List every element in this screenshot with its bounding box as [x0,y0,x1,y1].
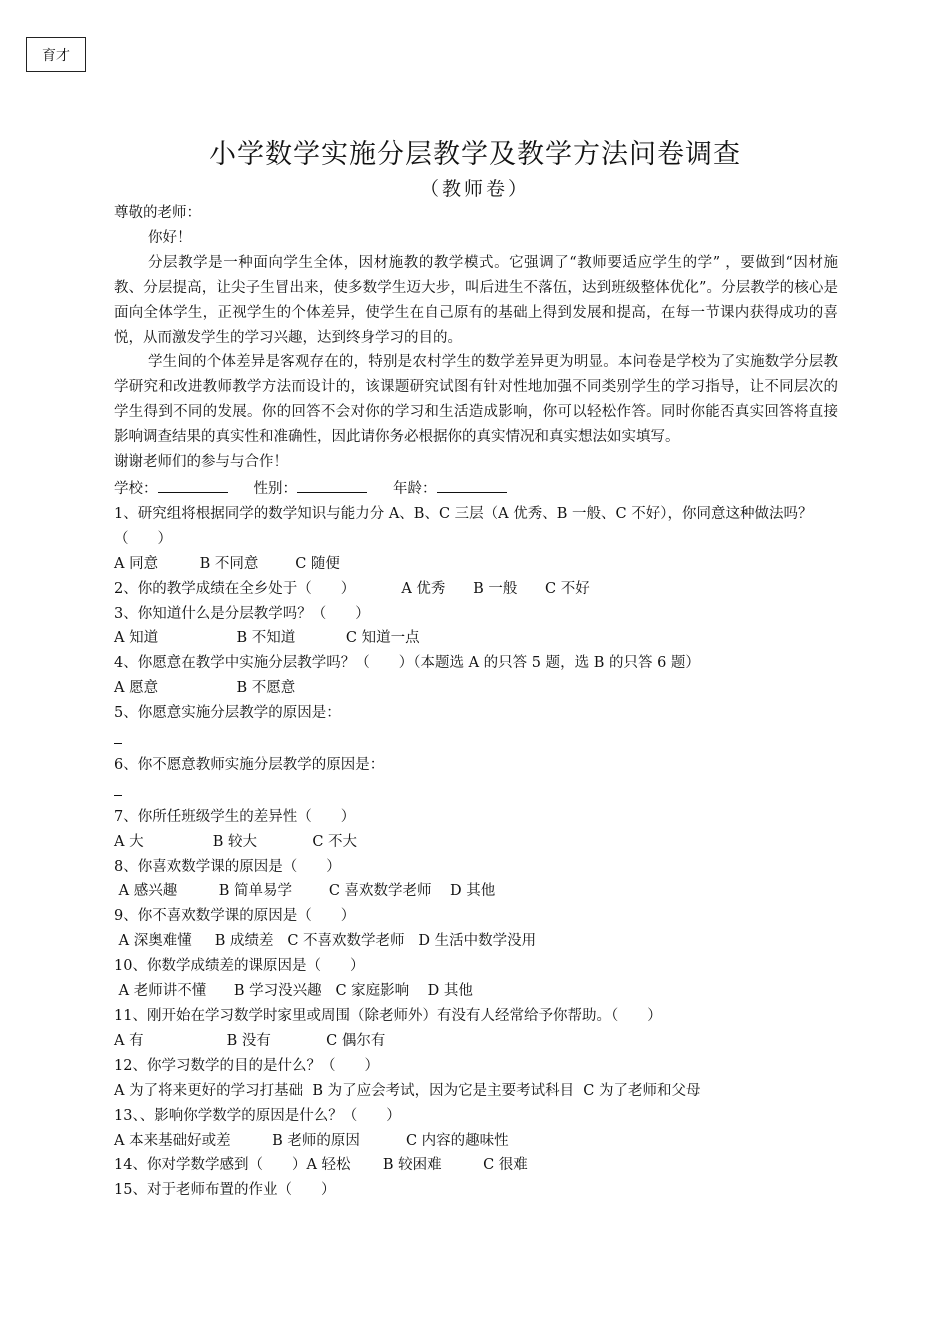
question-14: 14、你对学数学感到（ ） [114,1157,307,1174]
option[interactable]: A 本来基础好或差 [114,1132,231,1149]
school-label: 学校： [114,480,158,497]
question-6: 6、你不愿意教师实施分层教学的原因是： [114,756,385,773]
option[interactable]: A 优秀 [401,580,446,597]
question-10: 10、你数学成绩差的课原因是（ ） [114,958,365,975]
option[interactable]: C 很难 [483,1157,528,1174]
document-body [114,201,838,1203]
question-5: 5、你愿意实施分层教学的原因是： [114,705,341,722]
intro-paragraph-2: 学生间的个体差异是客观存在的，特别是农村学生的数学差异更为明显。本问卷是学校为了实施数学分层教学研究和改进教师教学方法而设计的，该课题研究试图有针对性地加强不同类别学生的学习指导，让不同层次的学生得到不同的发展。你的回答不会对你的学习和生活造成影响，你可以轻松作答。同时你能否真实回答将直接影响调查结果的真实性和准确性，因此请你务必根据你的真实情况和真实想法如实填写。 [114,354,838,446]
question-2-line [114,577,838,602]
option[interactable]: B 不知道 [236,630,296,647]
question-4-options [114,676,838,701]
option[interactable]: B 没有 [226,1032,271,1049]
option[interactable]: A 大 [114,833,144,850]
option[interactable]: A 为了将来更好的学习打基础 [114,1082,304,1099]
question-11: 11、刚开始在学习数学时家里或周围（除老师外）有没有人经常给予你帮助。（ ） [114,1008,662,1024]
option[interactable]: C 喜欢数学老师 [328,883,432,900]
stamp-text: 育才 [42,47,70,64]
page-title: 小学数学实施分层教学及教学方法问卷调查 [209,139,741,170]
option[interactable]: C 不喜欢数学老师 [287,933,405,950]
option[interactable]: A 深奥难懂 [118,933,192,950]
question-8-options [114,879,838,904]
question-12-options [114,1079,838,1104]
answer-line-5[interactable] [114,726,838,753]
option[interactable]: A 轻松 [306,1157,351,1174]
option[interactable]: B 老师的原因 [272,1132,360,1149]
option[interactable]: B 成绩差 [214,933,274,950]
option[interactable]: B 较困难 [382,1157,442,1174]
question-12: 12、你学习数学的目的是什么？（ ） [114,1057,379,1074]
question-2: 2、你的教学成绩在全乡处于（ ） [114,580,356,597]
option[interactable]: D 生活中数学没用 [418,933,537,950]
info-fields [114,475,838,502]
option[interactable]: C 知道一点 [345,630,420,647]
option[interactable]: B 学习没兴趣 [233,983,322,1000]
question-7: 7、你所任班级学生的差异性（ ） [114,808,356,825]
question-15: 15、对于老师布置的作业（ ） [114,1182,336,1199]
option[interactable]: C 偶尔有 [326,1032,386,1049]
option[interactable]: D 其他 [449,883,496,900]
option[interactable]: B 不愿意 [236,680,296,697]
option[interactable]: C 随便 [295,555,340,572]
question-11-options [114,1029,838,1054]
question-3: 3、你知道什么是分层教学吗？（ ） [114,605,370,622]
hello: 你好！ [148,229,192,246]
option[interactable]: A 感兴趣 [118,883,178,900]
question-14-line [114,1153,838,1178]
thanks: 谢谢老师们的参与与合作！ [114,454,288,471]
question-9: 9、你不喜欢数学课的原因是（ ） [114,908,356,925]
option[interactable]: C 家庭影响 [335,983,410,1000]
option[interactable]: C 不好 [545,580,590,597]
option[interactable]: D 其他 [427,983,473,1000]
option[interactable]: B 较大 [212,833,257,850]
question-9-options [114,929,838,954]
question-8: 8、你喜欢数学课的原因是（ ） [114,858,341,875]
option[interactable]: C 内容的趣味性 [405,1132,509,1149]
school-field[interactable] [158,475,228,493]
question-7-options [114,830,838,855]
question-13: 13、、影响你学数学的原因是什么？（ ） [114,1107,401,1124]
question-1: 1、研究组将根据同学的数学知识与能力分 A、B、C 三层（A 优秀、B 一般、C 不好），你同意这种做法吗？（ ） [114,505,813,547]
question-4: 4、你愿意在教学中实施分层教学吗？（ ）（本题选 A 的只答 5 题，选 B 的只答 6 题） [114,655,700,672]
stamp-box [26,37,86,72]
page-subtitle: （教师卷） [419,178,530,200]
option[interactable]: A 愿意 [114,680,159,697]
option[interactable]: A 有 [114,1032,144,1049]
question-10-options [114,979,838,1004]
gender-label: 性别： [253,480,297,497]
question-3-options [114,626,838,651]
option[interactable]: C 不大 [312,833,358,850]
age-field[interactable] [437,475,507,493]
option[interactable]: B 一般 [473,580,518,597]
question-1-options [114,552,838,577]
option[interactable]: A 知道 [114,630,159,647]
option[interactable]: A 老师讲不懂 [118,983,207,1000]
answer-line-6[interactable] [114,778,838,805]
option[interactable]: B 为了应会考试，因为它是主要考试科目 [312,1082,575,1099]
option[interactable]: B 简单易学 [218,883,292,900]
option[interactable]: A 同意 [114,555,159,572]
age-label: 年龄： [393,480,437,497]
intro-paragraph-1: 分层教学是一种面向学生全体，因材施教的教学模式。它强调了“教师要适应学生的学” ，要做到“因材施教、分层提高，让尖子生冒出来，使多数学生迈大步，叫后进生不落伍，达到班级整体优化”。分层教学的核心是面向全体学生，正视学生的个体差异，使学生在自己原有的基础上得到发展和提高，在每一节课内获得成功的喜悦，从而激发学生的学习兴趣，达到终身学习的目的。 [114,254,838,346]
greeting: 尊敬的老师： [114,205,201,221]
option[interactable]: B 不同意 [199,555,259,572]
gender-field[interactable] [297,475,367,493]
question-13-options [114,1129,838,1154]
option[interactable]: C 为了老师和父母 [583,1082,701,1099]
